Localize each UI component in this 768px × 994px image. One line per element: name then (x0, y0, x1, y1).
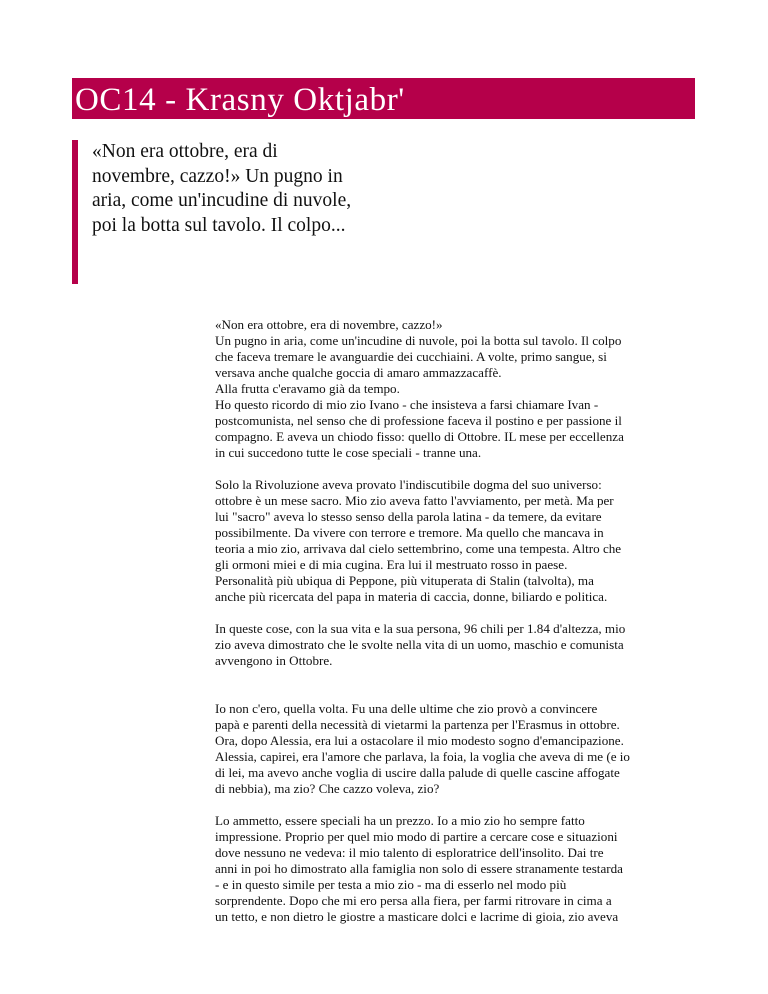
text-line: Personalità più ubiqua di Peppone, più vituperata di Stalin (talvolta), ma (215, 573, 594, 588)
paragraph-3 (215, 621, 700, 669)
text-line: Io non c'ero, quella volta. Fu una delle ultime che zio provò a convincere (215, 701, 598, 716)
pull-quote (72, 140, 362, 284)
paragraph-2 (215, 477, 700, 605)
text-line: teoria a mio zio, arrivava dal cielo settembrino, come una tempesta. Altro che (215, 541, 622, 556)
text-line: anche più ricercata del papa in materia di caccia, donne, biliardo e politica. (215, 589, 608, 604)
text-line: un tetto, e non dietro le giostre a masticare dolci e lacrime di gioia, zio aveva (215, 909, 619, 924)
paragraph-1 (215, 317, 700, 461)
text-line: di lei, ma avevo anche voglia di uscire dalla palude di quelle cascine affogate (215, 765, 620, 780)
text-line: Alla frutta c'eravamo già da tempo. (215, 381, 400, 396)
text-line: Lo ammetto, essere speciali ha un prezzo. Io a mio zio ho sempre fatto (215, 813, 585, 828)
text-line: gli ormoni miei e di mia cugina. Era lui il mestruato rosso in paese. (215, 557, 568, 572)
text-line: di nebbia), ma zio? Che cazzo voleva, zio? (215, 781, 440, 796)
text-line: Ora, dopo Alessia, era lui a ostacolare il mio modesto sogno d'emancipazione. (215, 733, 624, 748)
text-line: avvengono in Ottobre. (215, 653, 333, 668)
text-line: anni in poi ho dimostrato alla famiglia non solo di essere stranamente testarda (215, 861, 623, 876)
text-line: zio aveva dimostrato che le svolte nella vita di un uomo, maschio e comunista (215, 637, 624, 652)
paragraph-4 (215, 701, 700, 797)
text-line: dove nessuno ne vedeva: il mio talento di esploratrice dell'insolito. Dai tre (215, 845, 604, 860)
text-line: Un pugno in aria, come un'incudine di nuvole, poi la botta sul tavolo. Il colpo (215, 333, 622, 348)
article-body (215, 317, 700, 925)
title-banner (72, 78, 695, 119)
paragraph-5 (215, 813, 700, 925)
text-line: sorprendente. Dopo che mi ero persa alla fiera, per farmi ritrovare in cima a (215, 893, 612, 908)
text-line: ottobre è un mese sacro. Mio zio aveva fatto l'avviamento, per metà. Ma per (215, 493, 614, 508)
text-line: - e in questo simile per testa a mio zio - ma di esserlo nel modo più (215, 877, 567, 892)
text-line: «Non era ottobre, era di novembre, cazzo!» (215, 317, 443, 332)
text-line: compagno. E aveva un chiodo fisso: quello di Ottobre. IL mese per eccellenza (215, 429, 624, 444)
text-line: in cui succedono tutte le cose speciali - tranne una. (215, 445, 482, 460)
text-line: postcomunista, nel senso che di professione faceva il postino e per passione il (215, 413, 622, 428)
text-line: impressione. Proprio per quel mio modo di partire a cercare cose e situazioni (215, 829, 618, 844)
page-title: OC14 - Krasny Oktjabr' (75, 82, 405, 118)
text-line: In queste cose, con la sua vita e la sua persona, 96 chili per 1.84 d'altezza, mio (215, 621, 626, 636)
text-line: Alessia, capirei, era l'amore che parlava, la foia, la voglia che aveva di me (e io (215, 749, 630, 764)
text-line: Solo la Rivoluzione aveva provato l'indiscutibile dogma del suo universo: (215, 477, 602, 492)
text-line: possibilmente. Da vivere con terrore e tremore. Ma quello che mancava in (215, 525, 604, 540)
text-line: versava anche qualche goccia di amaro ammazzacaffè. (215, 365, 502, 380)
text-line: Ho questo ricordo di mio zio Ivano - che insisteva a farsi chiamare Ivan - (215, 397, 599, 412)
pull-quote-text: «Non era ottobre, era di novembre, cazzo!» Un pugno in aria, come un'incudine di nuvole, poi la botta sul tavolo. Il colpo... (92, 141, 352, 236)
text-line: lui "sacro" aveva lo stesso senso della parola latina - da temere, da evitare (215, 509, 602, 524)
text-line: papà e parenti della necessità di vietarmi la partenza per l'Erasmus in ottobre. (215, 717, 620, 732)
text-line: che faceva tremare le avanguardie dei cucchiaini. A volte, primo sangue, si (215, 349, 607, 364)
